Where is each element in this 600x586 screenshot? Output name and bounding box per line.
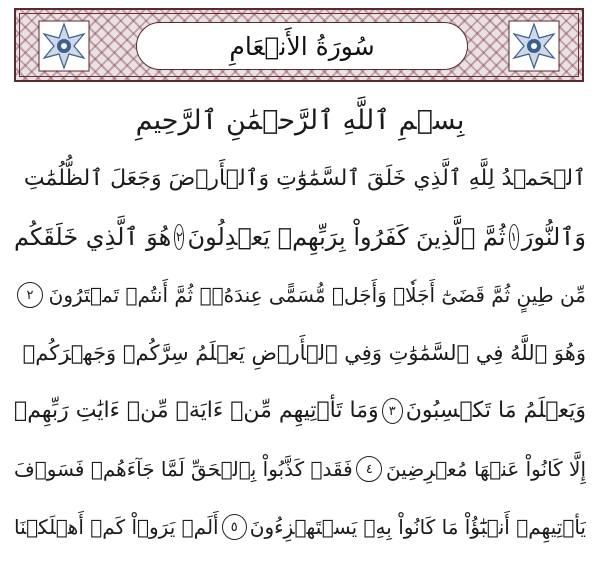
star-medallion-icon — [38, 20, 90, 72]
verse-line — [14, 324, 586, 382]
surah-title-plate — [136, 22, 468, 70]
verse-text: ٱلۡحَمۡدُ لِلَّهِ ٱلَّذِي خَلَقَ ٱلسَّمَٰوَٰتِ وَٱلۡأَرۡضَ وَجَعَلَ ٱلظُّلُمَٰتِ — [23, 166, 586, 191]
verse-line — [14, 498, 586, 556]
ayah-marker-icon: ٣ — [382, 398, 403, 424]
verse-line — [14, 440, 586, 498]
verse-line — [14, 266, 586, 324]
verse-line — [14, 150, 586, 208]
ayah-marker-icon: ٢ — [17, 282, 43, 308]
verse-text: هُوَ ٱلَّذِي خَلَقَكُم — [14, 223, 172, 251]
ayah-marker-icon: ٥ — [222, 514, 247, 540]
verse-line — [14, 208, 586, 266]
verse-text: إِلَّا كَانُواْ عَنۡهَا مُعۡرِضِينَ — [385, 457, 586, 481]
verse-text: فَقَدۡ كَذَّبُواْ بِٱلۡحَقِّ لَمَّا جَآءَهُمۡ فَسَوۡفَ — [14, 457, 353, 481]
verse-text: مِّن طِينٍ ثُمَّ قَضَىٰٓ أَجَلٗاۖ وَأَجَلٞ مُّسَمًّى عِندَهُۥۖ ثُمَّ أَنتُمۡ تَمۡتَرُونَ — [48, 283, 586, 307]
ayah-marker-icon: ٢ — [174, 224, 184, 250]
verse-text: وَٱلنُّورَ — [521, 223, 586, 251]
ayah-marker-icon: ٤ — [356, 456, 382, 482]
verse-text: وَهُوَ ٱللَّهُ فِي ٱلسَّمَٰوَٰتِ وَفِي ٱلۡأَرۡضِ يَعۡلَمُ سِرَّكُمۡ وَجَهۡرَكُمۡ — [22, 341, 586, 365]
verse-text: يَأۡتِيهِمۡ أَنۢبَٰٓؤُاْ مَا كَانُواْ بِهِۦ يَسۡتَهۡزِءُونَ — [249, 515, 586, 539]
surah-title: سُورَةُ الأَنۡعَامِ — [229, 31, 375, 61]
verse-text: ثُمَّ ٱلَّذِينَ كَفَرُواْ بِرَبِّهِمۡ يَعۡدِلُونَ — [187, 223, 506, 251]
basmala: بِسۡمِ ٱللَّهِ ٱلرَّحۡمَٰنِ ٱلرَّحِيمِ — [135, 105, 465, 136]
verse-text: وَمَا تَأۡتِيهِم مِّنۡ ءَايَةٖ مِّنۡ ءَايَٰتِ رَبِّهِمۡ — [14, 398, 379, 423]
surah-header-frame — [14, 8, 584, 82]
verse-line — [14, 382, 586, 440]
basmala-line — [14, 92, 586, 150]
ayah-marker-icon: ١ — [509, 224, 519, 250]
star-medallion-icon — [508, 20, 560, 72]
verse-text: أَلَمۡ يَرَوۡاْ كَمۡ أَهۡلَكۡنَا — [14, 515, 219, 539]
verse-text-area — [14, 92, 586, 582]
verse-text: وَيَعۡلَمُ مَا تَكۡسِبُونَ — [405, 398, 586, 423]
